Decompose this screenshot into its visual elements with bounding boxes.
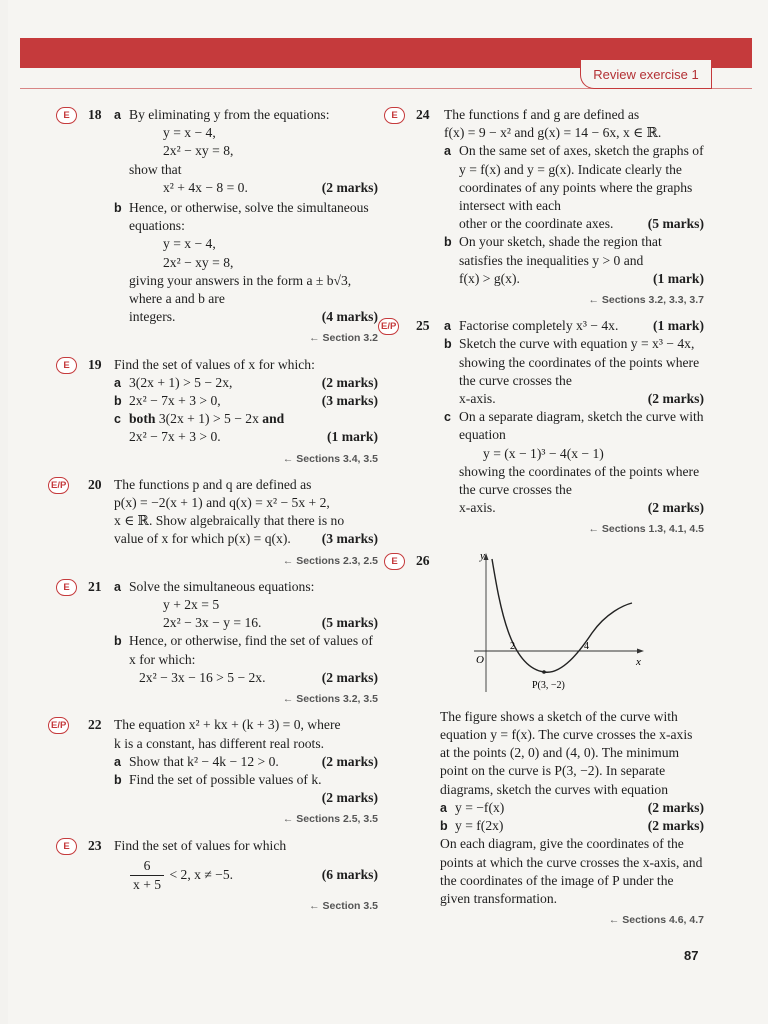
marks: (2 marks): [647, 391, 704, 407]
arrow-left-icon: ←: [588, 294, 602, 307]
marks: (5 marks): [647, 216, 704, 232]
bold-word: both: [129, 411, 156, 427]
inequality-tail: < 2, x ≠ −5.: [169, 866, 234, 882]
section-reference: [444, 911, 704, 929]
section-reference: [444, 291, 704, 309]
part-c: [444, 408, 704, 517]
marks: (3 marks): [321, 393, 378, 409]
part-label: a: [114, 579, 121, 594]
question-26: [384, 547, 704, 930]
exam-badge: E/P: [48, 477, 69, 494]
arrow-left-icon: ←: [309, 332, 323, 345]
part-text: 3(2x + 1) > 5 − 2x,: [129, 374, 233, 390]
curve-graph: [444, 547, 644, 697]
arrow-left-icon: ←: [282, 813, 297, 826]
question-text: x ∈ ℝ. Show algebraically that there is no: [114, 513, 345, 529]
part-b: [114, 392, 378, 410]
part-a: [444, 317, 704, 335]
header-rule: [20, 88, 752, 89]
bold-word: and: [262, 411, 285, 427]
part-a: [114, 106, 378, 197]
marks: (1 mark): [327, 429, 378, 445]
part-label: a: [444, 144, 451, 159]
arrow-left-icon: ←: [282, 452, 297, 465]
curve-y-f-x: [492, 559, 632, 672]
equation: y = (x − 1)³ − 4(x − 1): [483, 445, 604, 461]
marks: (2 marks): [647, 799, 704, 815]
part-text: 2x² − 7x + 3 > 0.: [129, 429, 221, 445]
part-label: a: [114, 375, 121, 390]
text-row: [114, 530, 378, 548]
part-b: [114, 771, 378, 807]
arrow-left-icon: ←: [282, 554, 297, 567]
marks: (2 marks): [647, 818, 704, 834]
part-text: f(x) > g(x).: [459, 270, 520, 286]
part-label: b: [444, 235, 452, 250]
arrow-left-icon: ←: [309, 900, 323, 913]
part-label: c: [444, 410, 451, 425]
x-axis-arrow-icon: [637, 648, 644, 653]
part-text: Find the set of possible values of k.: [129, 771, 322, 787]
part-text: Hence, or otherwise, find the set of values of x for which:: [129, 633, 373, 667]
part-label: b: [114, 394, 122, 409]
arrow-left-icon: ←: [608, 914, 623, 927]
question-text: The figure shows a sketch of the curve with equation y = f(x). The curve crosses the x-axis at the points (2, 0) and (4, 0). The minimum point on the curve is P(3, −2). In separate diagrams, sketch the curves with equation: [440, 708, 693, 797]
part-label: a: [440, 800, 447, 815]
minimum-point-label: P(3, −2): [532, 679, 565, 691]
part-text: On a separate diagram, sketch the curve with equation: [459, 409, 704, 443]
marks: (2 marks): [321, 179, 378, 195]
part-a: [444, 142, 704, 233]
section-reference: [114, 450, 378, 468]
question-number: 24: [416, 107, 430, 122]
part-label: a: [444, 319, 451, 334]
question-19: [56, 356, 378, 468]
exam-badge: E: [56, 357, 77, 374]
marks: (1 mark): [653, 318, 704, 334]
question-text: k is a constant, has different real roots.: [114, 735, 325, 751]
part-text: y = −f(x): [455, 799, 505, 815]
page-number: 87: [684, 948, 699, 963]
section-ref-text: Sections 3.4, 3.5: [296, 452, 378, 465]
y-axis-label: y: [480, 549, 485, 562]
text-row: [129, 308, 378, 326]
text-row: [129, 428, 378, 446]
part-b: [114, 632, 378, 687]
question-22: [51, 716, 378, 828]
part-label: b: [114, 201, 122, 216]
section-reference: [114, 897, 378, 915]
part-text: 2x² − 7x + 3 > 0,: [129, 393, 221, 409]
fraction-numerator: 6: [130, 857, 164, 876]
part-text: x-axis.: [459, 500, 496, 516]
part-text: show that: [129, 161, 182, 177]
equation: x² + 4x − 8 = 0.: [163, 179, 248, 195]
text-row: [459, 390, 704, 408]
question-text: value of x for which p(x) = q(x).: [114, 531, 291, 547]
tick-label-2: 2: [510, 640, 515, 652]
part-label: a: [114, 108, 121, 122]
question-text: The equation x² + kx + (k + 3) = 0, where: [114, 717, 341, 733]
right-column: [381, 106, 704, 937]
exam-badge: E/P: [48, 717, 69, 734]
question-number: 21: [88, 578, 102, 594]
section-reference: [114, 329, 378, 347]
part-b: [444, 233, 704, 288]
question-18: [56, 106, 378, 348]
part-b: [440, 817, 704, 835]
part-a: [114, 753, 378, 771]
marks: (6 marks): [321, 866, 378, 882]
part-text: giving your answers in the form a ± b√3, where a and b are: [129, 272, 352, 307]
exam-badge: E: [56, 838, 77, 855]
part-text: By eliminating y from the equations:: [129, 107, 330, 122]
part-text: Sketch the curve with equation y = x³ − 4x, showing the coordinates of the points where the curve crosses the: [459, 336, 700, 388]
question-number: 22: [88, 717, 102, 733]
equation: y = x − 4,: [163, 236, 216, 252]
question-number: 19: [88, 356, 102, 372]
question-24: [384, 106, 704, 309]
section-reference: [114, 552, 378, 570]
question-text: Find the set of values for which: [114, 837, 287, 853]
question-number: 26: [416, 552, 430, 568]
equation-row: [114, 857, 378, 894]
question-20: [51, 476, 378, 570]
exam-badge: E/P: [378, 318, 399, 335]
part-label: b: [114, 772, 122, 787]
marks: (4 marks): [321, 309, 378, 325]
part-text: integers.: [129, 309, 176, 325]
section-ref-text: Section 3.2: [322, 332, 378, 345]
question-25: [381, 317, 704, 538]
marks: (2 marks): [321, 790, 378, 806]
x-axis-label: x: [636, 655, 641, 668]
minimum-point: [542, 670, 546, 674]
exam-badge: E: [384, 107, 405, 124]
question-number: 18: [88, 107, 102, 122]
curve-sketch: [444, 547, 704, 702]
part-text: showing the coordinates of the points where the curve crosses the: [459, 463, 700, 498]
question-number: 25: [416, 318, 430, 334]
question-text: f(x) = 9 − x² and g(x) = 14 − 6x, x ∈ ℝ.: [444, 125, 662, 141]
part-text: other or the coordinate axes.: [459, 216, 614, 232]
part-b: [114, 199, 378, 326]
tick-label-4: 4: [584, 640, 589, 652]
part-text: x-axis.: [459, 391, 496, 407]
question-21: [56, 578, 378, 708]
section-reference: [114, 810, 378, 828]
equation: 2x² − xy = 8,: [163, 254, 234, 270]
part-a: [114, 578, 378, 633]
part-text: On your sketch, shade the region that satisfies the inequalities y > 0 and: [459, 234, 662, 268]
marks: (2 marks): [321, 669, 378, 685]
section-ref-text: Sections 2.3, 2.5: [296, 554, 378, 567]
equation: 2x² − 3x − 16 > 5 − 2x.: [139, 669, 266, 685]
part-text: Show that k² − 4k − 12 > 0.: [129, 753, 279, 769]
section-ref-text: Sections 1.3, 4.1, 4.5: [601, 523, 704, 536]
marks: (1 mark): [653, 270, 704, 286]
exam-badge: E: [384, 553, 405, 570]
part-label: b: [444, 337, 452, 352]
part-b: [444, 335, 704, 408]
exam-badge: E: [56, 579, 77, 596]
exam-badge: E: [56, 107, 77, 124]
equation: 2x² − 3x − y = 16.: [163, 615, 262, 631]
equation-row: [129, 669, 378, 687]
part-text: Solve the simultaneous equations:: [129, 578, 315, 594]
marks: (2 marks): [321, 374, 378, 390]
left-column: [51, 106, 378, 923]
marks: (5 marks): [321, 615, 378, 631]
question-text: Find the set of values of x for which:: [114, 356, 315, 372]
part-text: Factorise completely x³ − 4x.: [459, 318, 619, 334]
part-text: Hence, or otherwise, solve the simultaneous equations:: [129, 200, 369, 234]
marks: (2 marks): [321, 753, 378, 769]
text-row: [459, 499, 704, 517]
question-23: [56, 837, 378, 916]
fraction-denominator: x + 5: [133, 876, 162, 892]
text-row: [459, 215, 704, 233]
question-text: The functions p and q are defined as: [114, 476, 312, 492]
part-text: On the same set of axes, sketch the graphs of y = f(x) and y = g(x). Indicate clearly the coordinates of any points where the graphs intersect with each: [459, 143, 704, 214]
equation: y = x − 4,: [163, 125, 216, 141]
text-row: [459, 270, 704, 288]
arrow-left-icon: ←: [588, 523, 602, 536]
marks: (2 marks): [647, 500, 704, 516]
header-title: Review exercise 1: [580, 60, 712, 89]
arrow-left-icon: ←: [282, 693, 297, 706]
part-label: b: [440, 819, 448, 834]
question-text: The functions f and g are defined as: [444, 107, 640, 122]
fraction: [130, 857, 164, 894]
question-number: 23: [88, 837, 102, 853]
section-ref-text: Sections 3.2, 3.5: [296, 693, 378, 706]
question-text: p(x) = −2(x + 1) and q(x) = x² − 5x + 2,: [114, 495, 330, 511]
part-label: a: [114, 754, 121, 769]
origin-label: O: [476, 653, 484, 666]
section-ref-text: Sections 4.6, 4.7: [622, 914, 704, 927]
marks: (3 marks): [321, 531, 378, 547]
part-a: [114, 374, 378, 392]
part-label: c: [114, 412, 121, 427]
fraction-inequality: [114, 857, 233, 894]
question-number: 20: [88, 476, 102, 492]
marks-row: [129, 789, 378, 807]
part-c: [114, 410, 378, 446]
part-label: b: [114, 634, 122, 649]
section-reference: [114, 690, 378, 708]
part-text: y = f(2x): [455, 818, 504, 834]
equation: 2x² − xy = 8,: [163, 143, 234, 159]
section-reference: [444, 520, 704, 538]
part-text: 3(2x + 1) > 5 − 2x: [158, 411, 259, 427]
part-a: [440, 799, 704, 817]
equation: y + 2x = 5: [163, 597, 220, 613]
equation-row: [129, 179, 378, 197]
equation-row: [129, 614, 378, 632]
section-ref-text: Sections 2.5, 3.5: [296, 813, 378, 826]
section-ref-text: Section 3.5: [322, 900, 378, 913]
section-ref-text: Sections 3.2, 3.3, 3.7: [601, 294, 704, 307]
question-text: On each diagram, give the coordinates of the points at which the curve crosses the x-axis, and the coordinates of the image of P under the given transformation.: [440, 836, 703, 906]
